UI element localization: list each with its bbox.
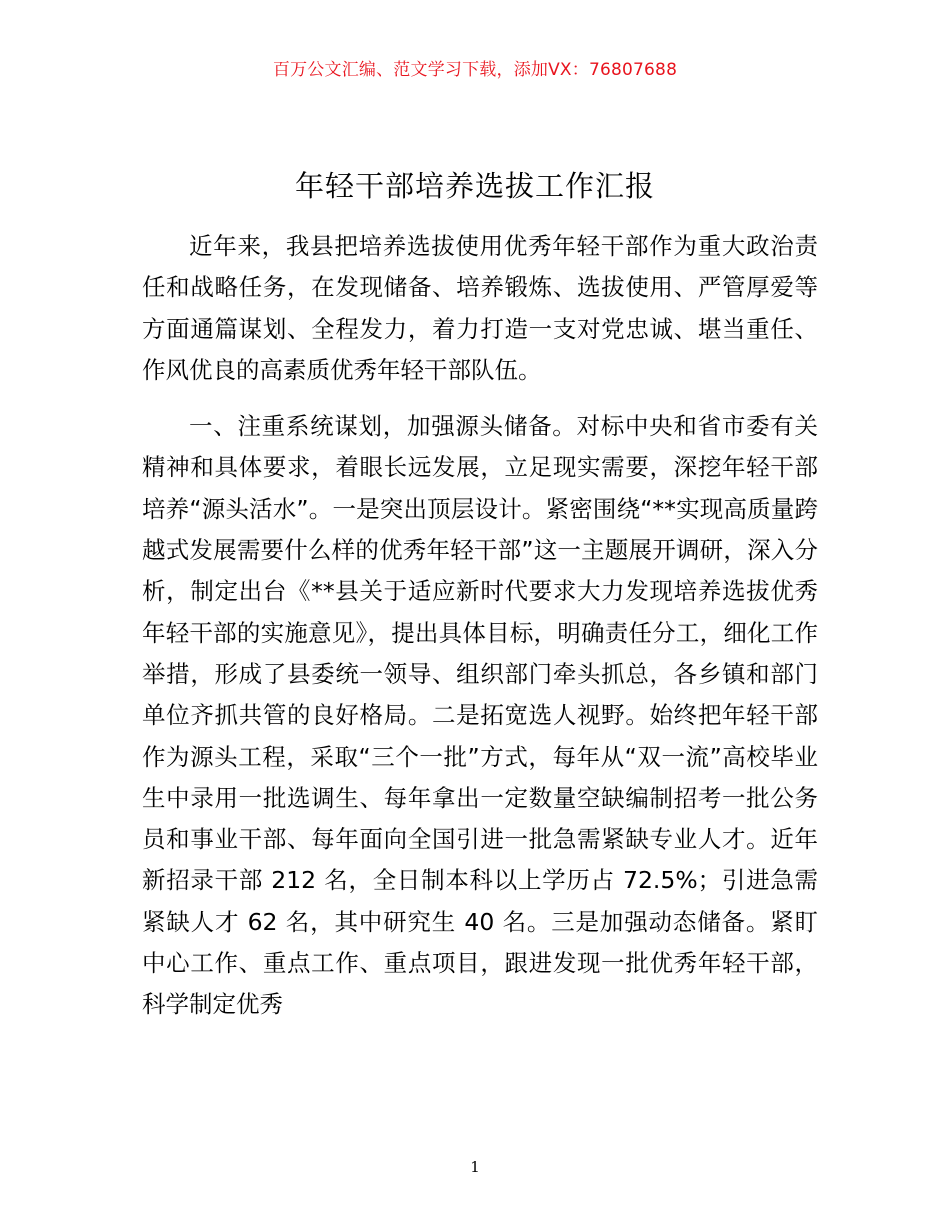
document-body xyxy=(142,226,818,1026)
page-number: 1 xyxy=(470,1158,480,1176)
paragraph-intro: 近年来，我县把培养选拔使用优秀年轻干部作为重大政治责任和战略任务，在发现储备、培养锻炼、选拔使用、严管厚爱等方面通篇谋划、全程发力，着力打造一支对党忠诚、堪当重任、作风优良的高素质优秀年轻干部队伍。 xyxy=(142,232,818,384)
paragraph-section-one: 一、注重系统谋划，加强源头储备。对标中央和省市委有关精神和具体要求，着眼长远发展，立足现实需要，深挖年轻干部培养“源头活水”。一是突出顶层设计。紧密围绕“**实现高质量跨越式发展需要什么样的优秀年轻干部”这一主题展开调研，深入分析，制定出台《**县关于适应新时代要求大力发现培养选拔优秀年轻干部的实施意见》，提出具体目标，明确责任分工，细化工作举措，形成了县委统一领导、组织部门牵头抓总，各乡镇和部门单位齐抓共管的良好格局。二是拓宽选人视野。始终把年轻干部作为源头工程，采取“三个一批”方式，每年从“双一流”高校毕业生中录用一批选调生、每年拿出一定数量空缺编制招考一批公务员和事业干部、每年面向全国引进一批急需紧缺专业人才。近年新招录干部 212 名，全日制本科以上学历占 72.5%；引进急需紧缺人才 62 名，其中研究生 40 名。三是加强动态储备。紧盯中心工作、重点工作、重点项目，跟进发现一批优秀年轻干部，科学制定优秀 xyxy=(142,412,818,1019)
header-ad-banner: 百万公文汇编、范文学习下载，添加VX：76807688 xyxy=(272,60,678,80)
document-title: 年轻干部培养选拔工作汇报 xyxy=(294,169,655,203)
